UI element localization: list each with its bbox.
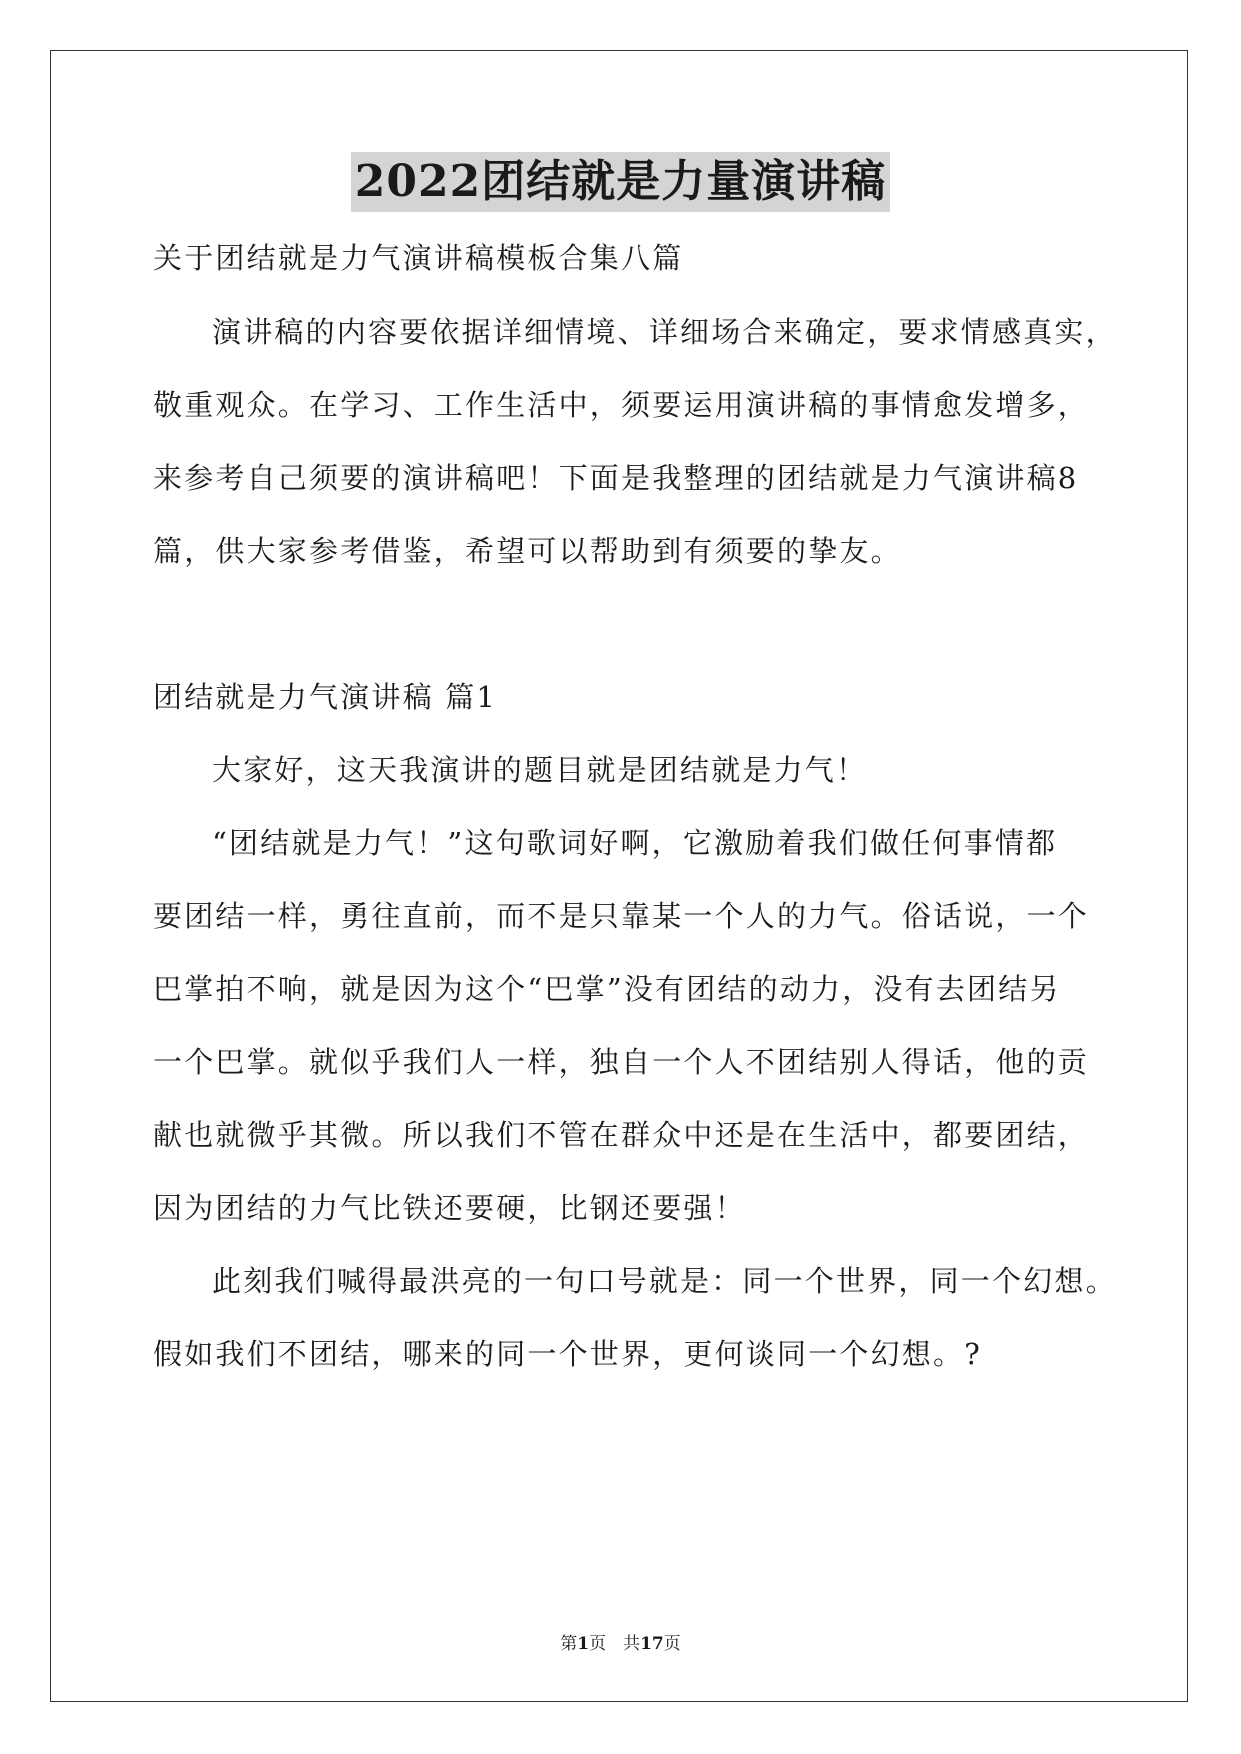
body-line-5: 一个巴掌。就似乎我们人一样，独自一个人不团结别人得话，他的贡 [153, 1045, 1090, 1079]
body-line-3: 要团结一样，勇往直前，而不是只靠某一个人的力气。俗话说，一个 [153, 899, 1090, 933]
body-line-4: 巴掌拍不响，就是因为这个“巴掌”没有团结的动力，没有去团结另 [153, 972, 1061, 1006]
document-title: 2022团结就是力量演讲稿 [351, 152, 890, 212]
footer-page-current: 1 [577, 1634, 590, 1654]
footer-page-mid: 页 共 [589, 1634, 641, 1654]
page-border [50, 50, 1188, 1702]
footer-page-total: 17 [640, 1634, 664, 1654]
intro-line-1: 演讲稿的内容要依据详细情境、详细场合来确定，要求情感真实， [212, 315, 1117, 349]
body-line-7: 因为团结的力气比铁还要硬，比钢还要强！ [153, 1191, 746, 1225]
section-heading: 团结就是力气演讲稿 篇1 [153, 680, 498, 714]
body-line-9: 假如我们不团结，哪来的同一个世界，更何谈同一个幻想。? [153, 1337, 982, 1371]
body-line-1: 大家好，这天我演讲的题目就是团结就是力气！ [212, 753, 868, 787]
title-container [0, 152, 1241, 212]
footer-page-suffix: 页 [663, 1634, 681, 1654]
intro-line-2: 敬重观众。在学习、工作生活中，须要运用演讲稿的事情愈发增多， [153, 388, 1090, 422]
body-line-2: “团结就是力气！”这句歌词好啊，它激励着我们做任何事情都 [212, 826, 1058, 860]
document-subtitle: 关于团结就是力气演讲稿模板合集八篇 [153, 241, 684, 275]
page-footer [0, 1633, 1241, 1655]
footer-page-prefix: 第 [560, 1634, 578, 1654]
intro-line-3: 来参考自己须要的演讲稿吧！下面是我整理的团结就是力气演讲稿8 [153, 461, 1079, 495]
body-line-6: 献也就微乎其微。所以我们不管在群众中还是在生活中，都要团结， [153, 1118, 1090, 1152]
body-line-8: 此刻我们喊得最洪亮的一句口号就是：同一个世界，同一个幻想。 [212, 1264, 1117, 1298]
intro-line-4: 篇，供大家参考借鉴，希望可以帮助到有须要的挚友。 [153, 534, 902, 568]
